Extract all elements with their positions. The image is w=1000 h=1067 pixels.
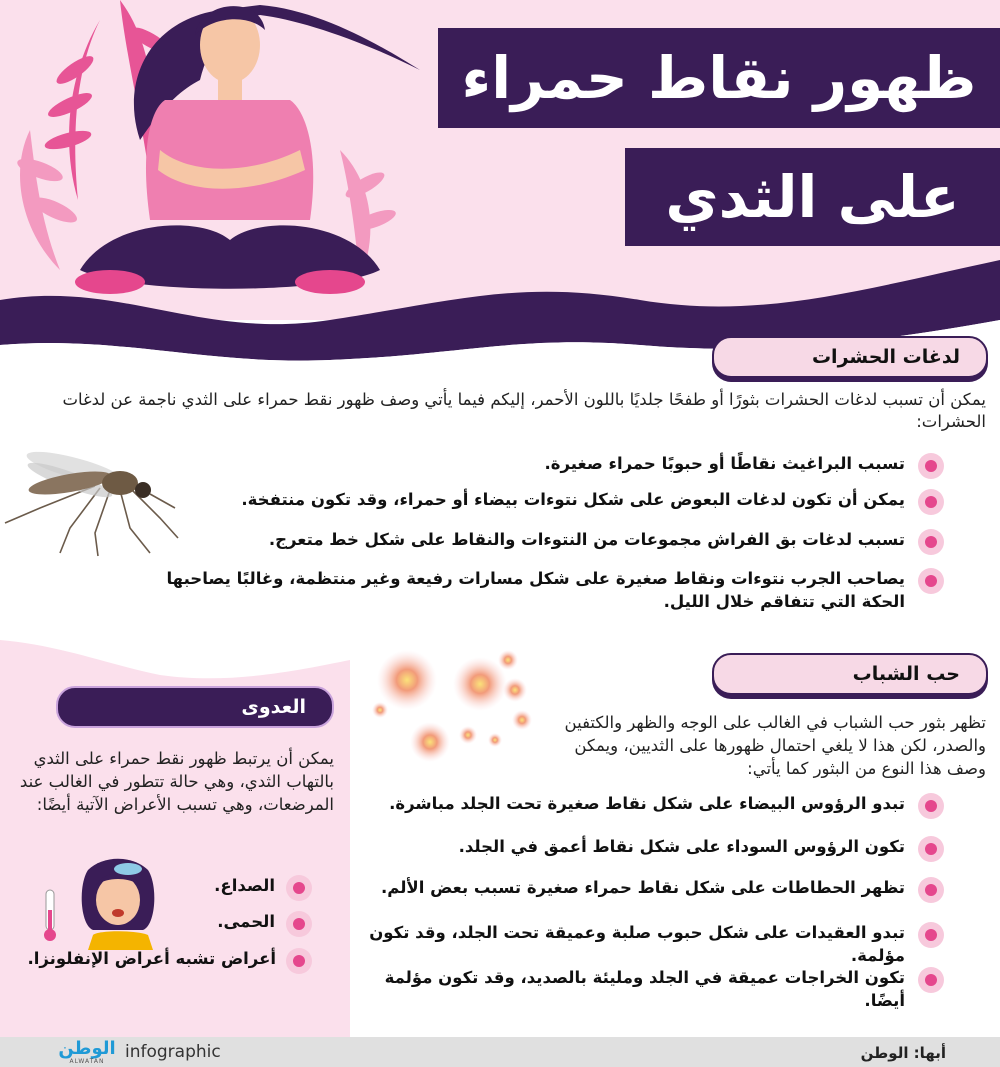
bullet-dot-icon: [918, 489, 944, 515]
brand-name: الوطن: [58, 1038, 116, 1059]
infection-intro: يمكن أن يرتبط ظهور نقط حمراء على الثدي بالتهاب الثدي، وهي حالة تتطور في الغالب عند المرضعات، وهي تسبب الأعراض الآتية أيضًا:: [19, 749, 334, 814]
bullet-dot-icon: [286, 948, 312, 974]
bullet-dot-icon: [918, 922, 944, 948]
brand-logo: [52, 1039, 122, 1065]
acne-spots-illustration: [360, 640, 560, 770]
acne-bullet-1: تبدو الرؤوس البيضاء على شكل نقاط صغيرة تحت الجلد مباشرة.: [389, 794, 905, 813]
bullet-dot-icon: [918, 793, 944, 819]
acne-intro: تظهر بثور حب الشباب في الغالب على الوجه والظهر والكتفين والصدر، لكن هذا لا يلغي احتمال ظهورها على الثديين، ويمكن وصف هذا النوع من البثور كما يأتي:: [564, 713, 986, 778]
bullet-dot-icon: [286, 911, 312, 937]
bullet-dot-icon: [918, 836, 944, 862]
bullet-dot-icon: [286, 875, 312, 901]
acne-bullet-5: تكون الخراجات عميقة في الجلد ومليئة بالصديد، وقد تكون مؤلمة أيضًا.: [384, 968, 905, 1010]
bullet-dot-icon: [918, 967, 944, 993]
insects-bullet-2: يمكن أن تكون لدغات البعوض على شكل نتوءات بيضاء أو حمراء، وقد تكون منتفخة.: [241, 490, 905, 509]
insects-bullet-4: يصاحب الجرب نتوءات ونقاط صغيرة على شكل مسارات رفيعة وغير منتظمة، وغالبًا يصاحبها الحكة التي تتفاقم خلال الليل.: [166, 569, 905, 611]
acne-bullet-2: تكون الرؤوس السوداء على شكل نقاط أعمق في الجلد.: [458, 837, 905, 856]
heading-acne-label: حب الشباب: [852, 663, 960, 685]
title-line-2: على الثدي: [625, 148, 1000, 246]
bullet-dot-icon: [918, 529, 944, 555]
infection-bullet-2: الحمى.: [217, 912, 275, 931]
sick-woman-icon: [38, 855, 158, 950]
acne-bullet-4: تبدو العقيدات على شكل حبوب صلبة وعميقة تحت الجلد، وقد تكون مؤلمة.: [369, 923, 905, 965]
mosquito-icon: [0, 428, 180, 558]
title-line-1: ظهور نقاط حمراء: [438, 28, 1000, 128]
section-heading-acne: [712, 653, 988, 695]
bullet-dot-icon: [918, 877, 944, 903]
brand-label: infographic: [125, 1042, 221, 1062]
brand-sub: ALWATAN: [69, 1058, 105, 1065]
acne-bullet-3: تظهر الحطاطات على شكل نقاط حمراء صغيرة تسبب بعض الألم.: [381, 878, 905, 897]
infection-bullet-3: أعراض تشبه أعراض الإنفلونزا.: [27, 949, 276, 968]
insects-bullet-1: تسبب البراغيث نقاطًا أو حبوبًا حمراء صغيرة.: [544, 454, 905, 473]
infection-bullet-1: الصداع.: [214, 876, 275, 895]
insects-bullet-3: تسبب لدغات بق الفراش مجموعات من النتوءات والنقاط على شكل خط متعرج.: [268, 530, 905, 549]
bullet-dot-icon: [918, 453, 944, 479]
section-heading-infection: [56, 686, 334, 728]
insects-intro: يمكن أن تسبب لدغات الحشرات بثورًا أو طفحًا جلديًا باللون الأحمر، إليكم فيما يأتي وصف ظهور نقط حمراء على الثدي ناجمة عن لدغات الحشرات:: [62, 390, 986, 431]
bullet-dot-icon: [918, 568, 944, 594]
footer-bar: [0, 1037, 1000, 1067]
section-heading-insects: [712, 336, 988, 378]
source-credit: أبها: الوطن: [860, 1044, 946, 1062]
heading-infection-label: العدوى: [241, 696, 306, 718]
heading-insects-label: لدغات الحشرات: [811, 346, 960, 368]
